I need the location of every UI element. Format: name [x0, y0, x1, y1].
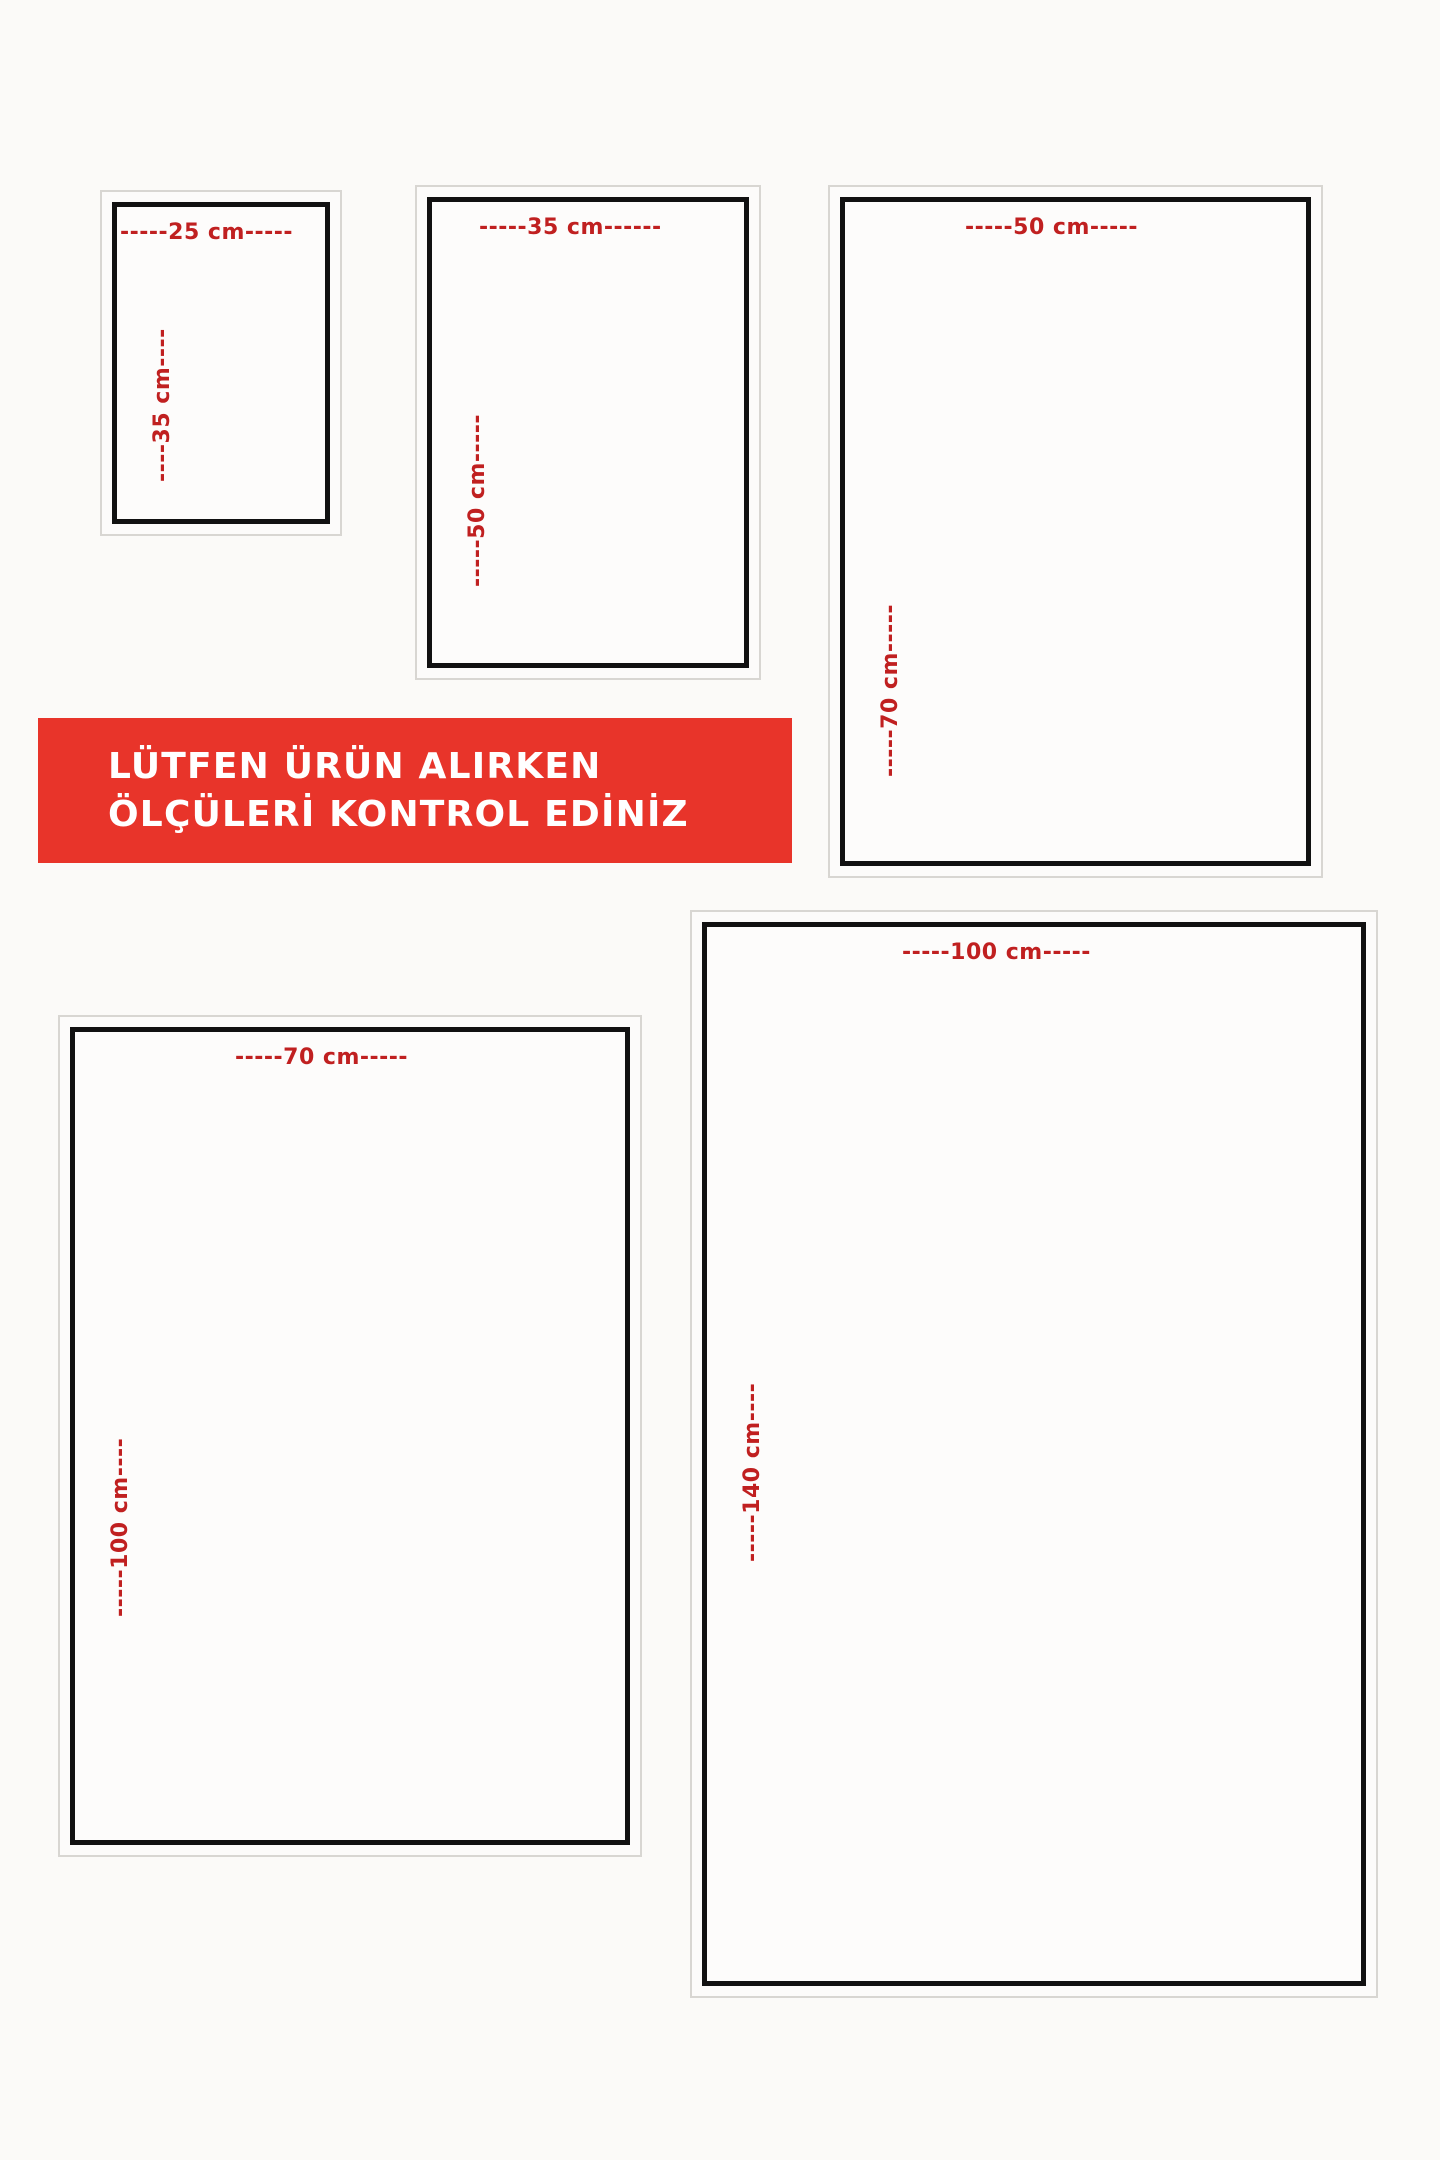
- frame-inner-border: [70, 1027, 630, 1845]
- width-label-100x140: -----100 cm-----: [902, 940, 1091, 965]
- width-label-70x100: -----70 cm-----: [235, 1045, 409, 1070]
- warning-banner: [38, 718, 792, 863]
- width-label-25x35: -----25 cm-----: [120, 220, 294, 245]
- warning-line-2: ÖLÇÜLERİ KONTROL EDİNİZ: [108, 793, 689, 835]
- height-label-25x35: ----35 cm----: [150, 328, 175, 482]
- warning-line-1: LÜTFEN ÜRÜN ALIRKEN: [108, 745, 602, 787]
- frame-inner-border: [112, 202, 330, 524]
- height-label-100x140: -----140 cm----: [740, 1382, 765, 1562]
- size-frame-70x100: [58, 1015, 642, 1857]
- width-label-35x50: -----35 cm------: [479, 215, 662, 240]
- size-frame-35x50: [415, 185, 761, 680]
- size-frame-50x70: [828, 185, 1323, 878]
- size-frame-25x35: [100, 190, 342, 536]
- frame-inner-border: [840, 197, 1311, 866]
- height-label-50x70: -----70 cm-----: [878, 603, 903, 777]
- size-frame-100x140: [690, 910, 1378, 1998]
- height-label-70x100: -----100 cm----: [108, 1437, 133, 1617]
- width-label-50x70: -----50 cm-----: [965, 215, 1139, 240]
- height-label-35x50: -----50 cm-----: [465, 413, 490, 587]
- frame-inner-border: [702, 922, 1366, 1986]
